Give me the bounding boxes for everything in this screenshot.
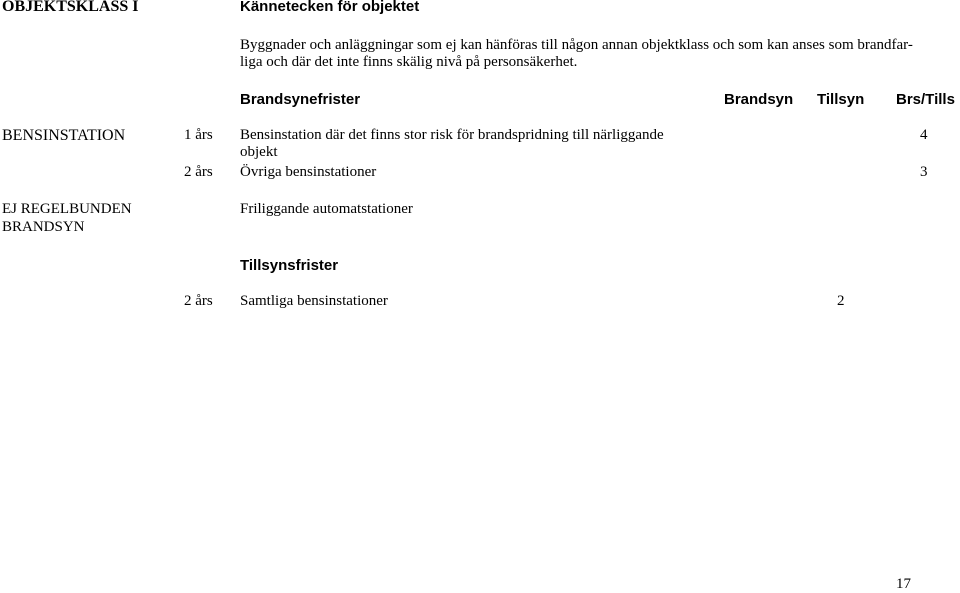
tillsyn-interval-2-year: 2 års (184, 293, 213, 309)
bensinstation-high-risk-line-2: objekt (240, 144, 278, 160)
description-line-1: Byggnader och anläggningar som ej kan hänföras till någon annan objektklass och som kan anses som brandfar- (240, 37, 913, 53)
interval-2-year: 2 års (184, 164, 213, 180)
object-class-title: OBJEKTSKLASS I (2, 0, 139, 15)
tillsyn-value: 2 (837, 293, 845, 309)
page-number: 17 (896, 576, 911, 592)
brandsyn-intervals-heading: Brandsynefrister (240, 91, 361, 108)
features-heading: Kännetecken för objektet (240, 0, 420, 15)
bensinstation-high-risk-line-1: Bensinstation där det finns stor risk för brandspridning till närliggande (240, 127, 664, 143)
brs-tills-value-row-1: 4 (920, 127, 928, 143)
interval-1-year: 1 års (184, 127, 213, 143)
brs-tills-value-row-2: 3 (920, 164, 928, 180)
column-header-brs-tills: Brs/Tills (896, 91, 955, 108)
irregular-brandsyn-label-line-2: BRANDSYN (2, 219, 85, 235)
bensinstation-high-risk-text (240, 127, 722, 144)
all-bensinstations-text: Samtliga bensinstationer (240, 293, 388, 309)
other-bensinstations-text: Övriga bensinstationer (240, 164, 377, 180)
column-header-tillsyn: Tillsyn (817, 91, 865, 108)
bensinstation-label: BENSINSTATION (2, 127, 126, 144)
column-header-brandsyn: Brandsyn (724, 91, 794, 108)
tillsyn-intervals-heading: Tillsynsfrister (240, 257, 339, 274)
automat-stations-text: Friliggande automatstationer (240, 201, 413, 217)
description-line-2: liga och där det inte finns skälig nivå på personsäkerhet. (240, 54, 578, 70)
irregular-brandsyn-label-line-1: EJ REGELBUNDEN (2, 201, 132, 217)
